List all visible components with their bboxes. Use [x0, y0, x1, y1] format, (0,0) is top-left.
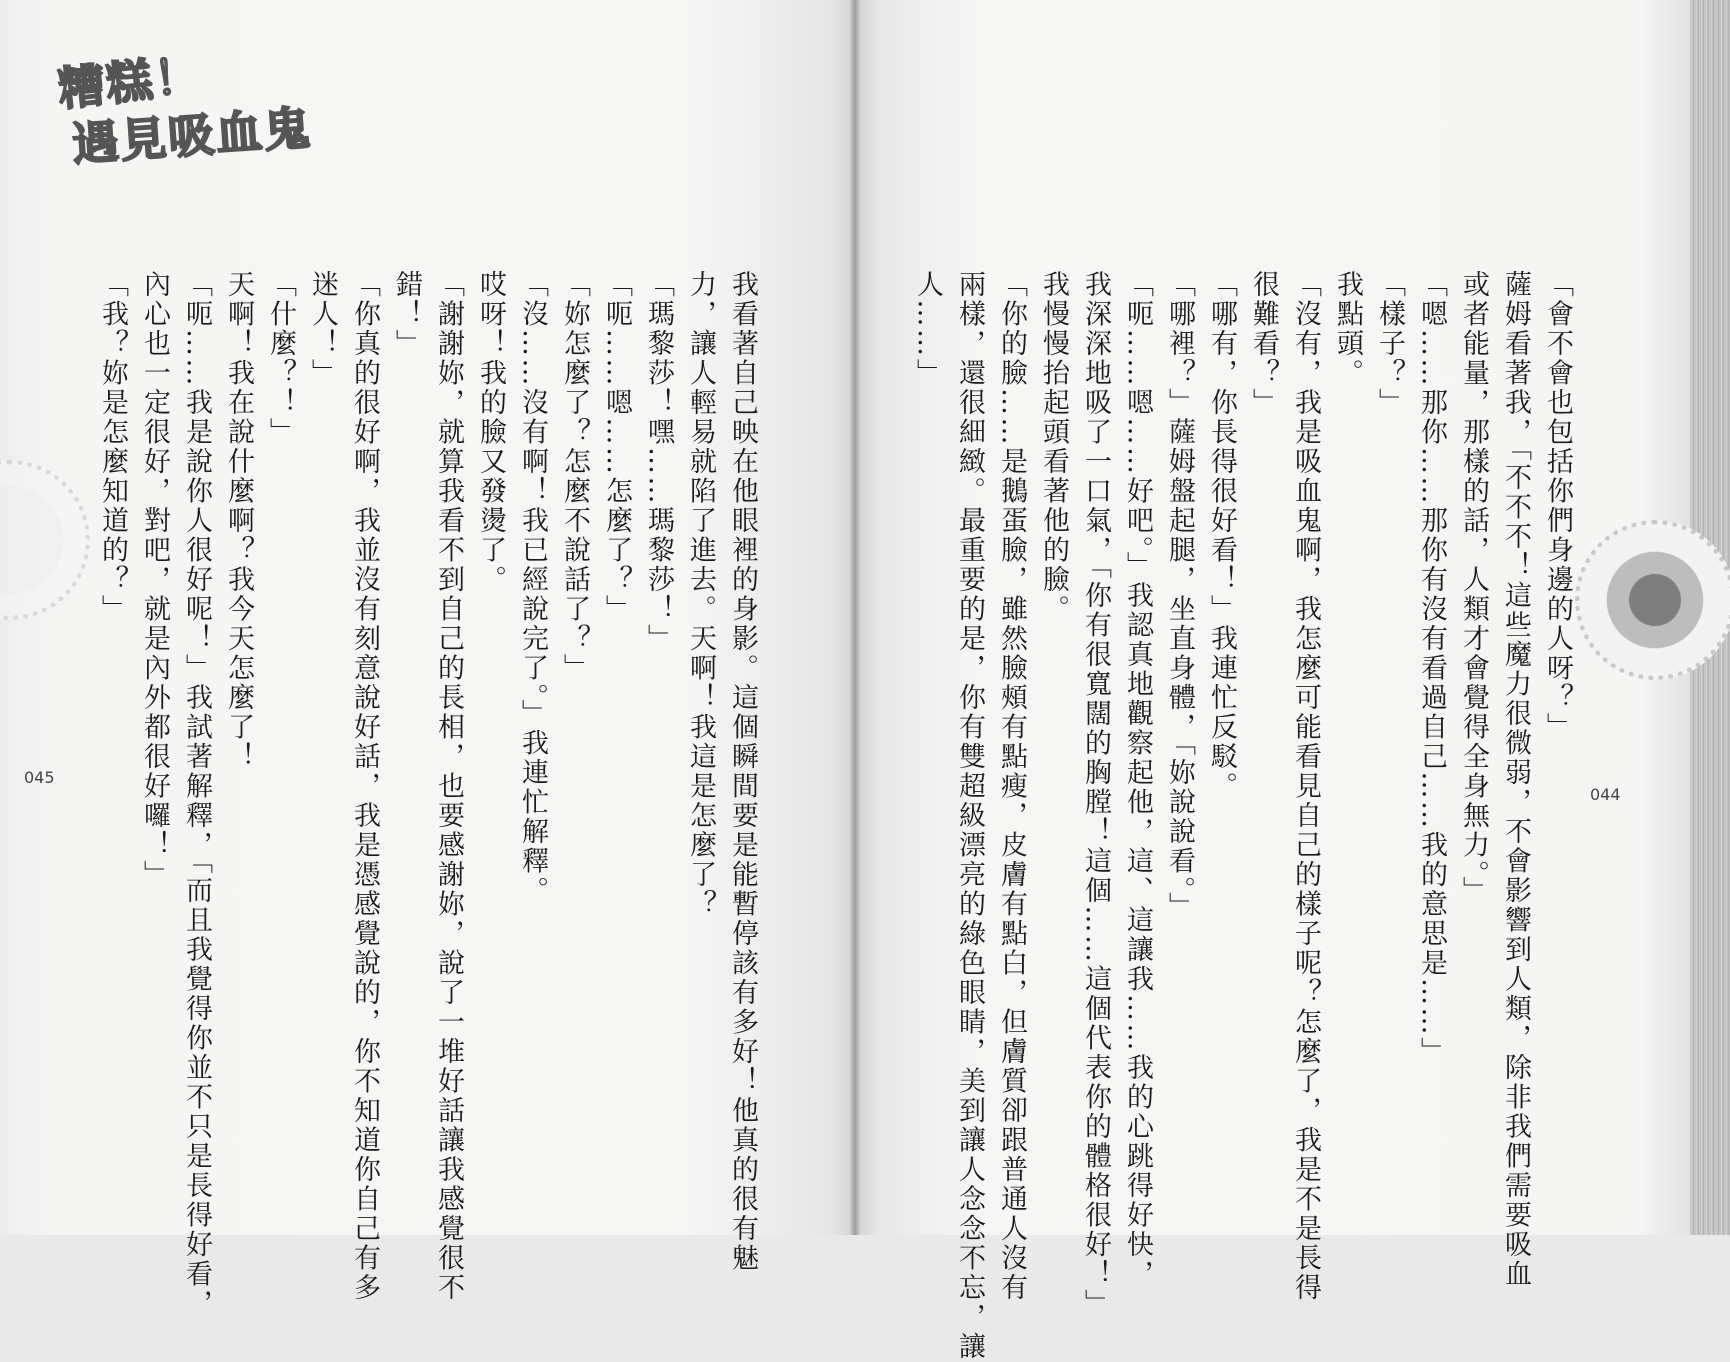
text-column: 「瑪黎莎！嘿……瑪黎莎！」 — [643, 270, 674, 654]
book-gutter — [850, 0, 860, 1235]
text-column: 我看著自己映在他眼裡的身影。這個瞬間要是能暫停該有多好！他真的很有魅 — [727, 270, 758, 1273]
text-column: 內心也一定很好，對吧，就是內外都很好囉！」 — [139, 270, 170, 890]
right-page-text — [909, 270, 1575, 1362]
text-column: 「沒……沒有啊！我已經說完了。」我連忙解釋。 — [517, 270, 548, 906]
text-column: 「妳怎麼了？怎麼不說話了？」 — [559, 270, 590, 683]
text-column: 「哪裡？」薩姆盤起腿，坐直身體，「妳說說看。」 — [1164, 270, 1195, 922]
book-logo — [52, 40, 314, 172]
text-column: 「你的臉……是鵝蛋臉，雖然臉頰有點瘦，皮膚有點白，但膚質卻跟普通人沒有 — [996, 270, 1027, 1303]
text-column: 力，讓人輕易就陷了進去。天啊！我這是怎麼了？ — [685, 270, 716, 919]
page-number-left: 045 — [24, 768, 55, 787]
text-column: 「呃……嗯……怎麼了？」 — [601, 270, 632, 624]
text-column: 錯！」 — [391, 270, 422, 359]
text-column: 兩樣，還很細緻。最重要的是，你有雙超級漂亮的綠色眼睛，美到讓人念念不忘，讓 — [954, 270, 985, 1362]
text-column: 「謝謝妳，就算我看不到自己的長相，也要感謝妳，說了一堆好話讓我感覺很不 — [433, 270, 464, 1303]
text-column: 「我？妳是怎麼知道的？」 — [97, 270, 128, 624]
text-column: 薩姆看著我，「不不不！這些魔力很微弱，不會影響到人類，除非我們需要吸血 — [1500, 270, 1531, 1289]
text-column: 「呃……嗯……好吧。」我認真地觀察起他，這、這讓我……我的心跳得好快， — [1122, 270, 1153, 1289]
doily-portrait-ornament — [1575, 520, 1730, 680]
text-column: 人……」 — [912, 270, 943, 388]
text-column: 「呃……我是說你人很好呢！」我試著解釋，「而且我覺得你並不只是長得好看， — [181, 270, 212, 1319]
text-column: 迷人！」 — [307, 270, 338, 388]
text-column: 「沒有，我是吸血鬼啊，我怎麼可能看見自己的樣子呢？怎麼了，我是不是長得 — [1290, 270, 1321, 1303]
logo-title-line2: 遇見吸血鬼 — [70, 100, 314, 172]
text-column: 「樣子？」 — [1374, 270, 1405, 418]
page-number-right: 044 — [1590, 785, 1621, 804]
text-column: 或者能量，那樣的話，人類才會覺得全身無力。」 — [1458, 270, 1489, 906]
text-column: 我慢慢抬起頭看著他的臉。 — [1038, 270, 1069, 624]
text-column: 「哪有，你長得很好看！」我連忙反駁。 — [1206, 270, 1237, 801]
left-page-text — [94, 270, 760, 1319]
text-column: 「你真的很好啊，我並沒有刻意說好話，我是憑感覺說的，你不知道你自己有多 — [349, 270, 380, 1303]
text-column: 天啊！我在說什麼啊？我今天怎麼了！ — [223, 270, 254, 772]
text-column: 我點頭。 — [1332, 270, 1363, 388]
text-column: 「什麼？！」 — [265, 270, 296, 447]
logo-title-line1: 糟糕！ — [55, 47, 205, 117]
text-column: 我深深地吸了一口氣，「你有很寬闊的胸膛！這個……這個代表你的體格很好！」 — [1080, 270, 1111, 1319]
text-column: 「會不會也包括你們身邊的人呀？」 — [1542, 270, 1573, 742]
text-column: 很難看？」 — [1248, 270, 1279, 418]
text-column: 哎呀！我的臉又發燙了。 — [475, 270, 506, 595]
book-logo-showthrough — [1400, 75, 1630, 195]
text-column: 「嗯……那你……那你有沒有看過自己……我的意思是……」 — [1416, 270, 1447, 1067]
